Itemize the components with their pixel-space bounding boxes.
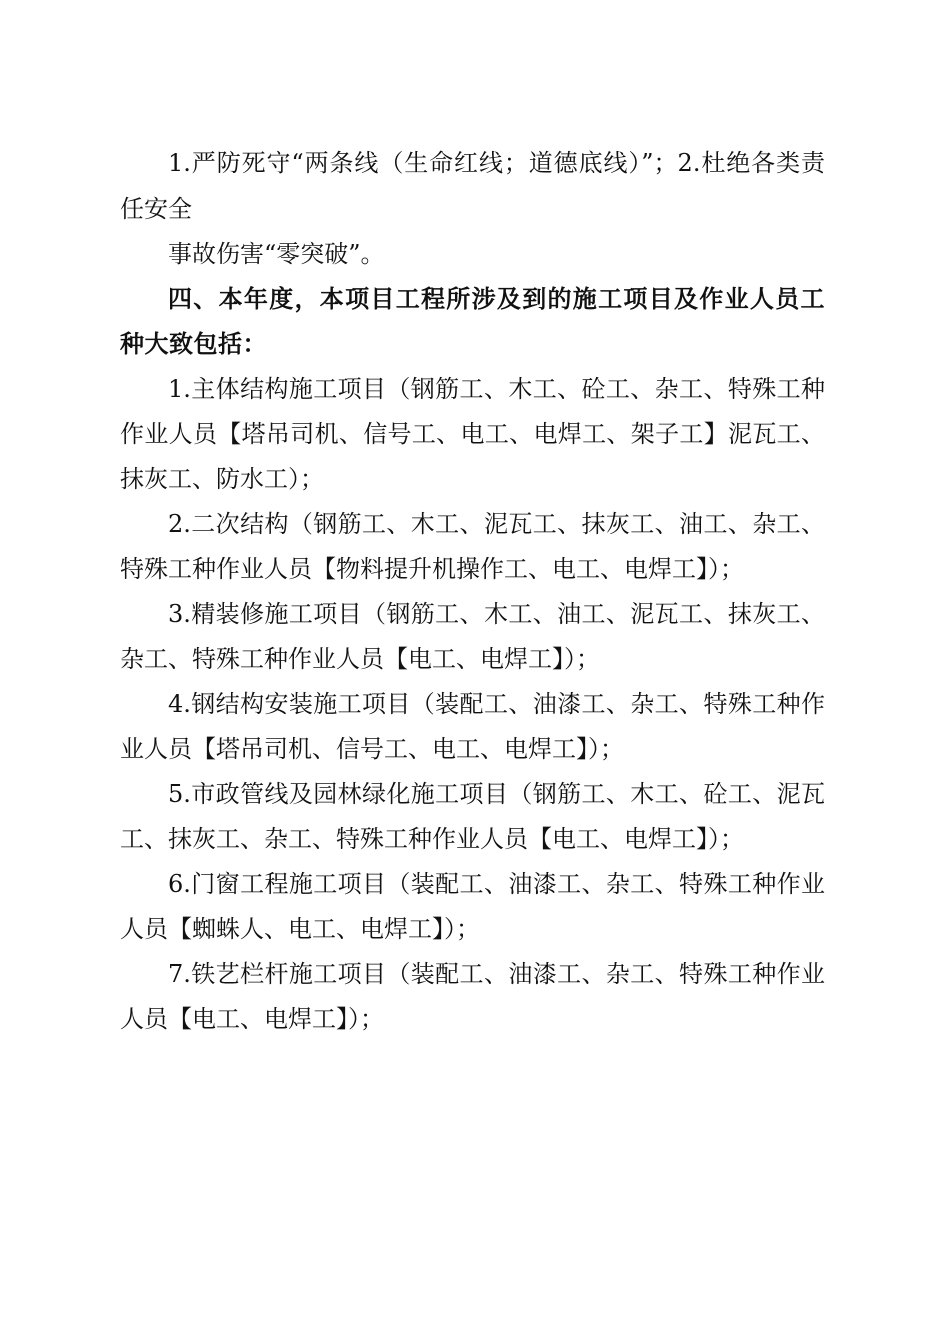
list-item-steel-structure: 4.钢结构安装施工项目（装配工、油漆工、杂工、特殊工种作业人员【塔吊司机、信号工、电工、电焊工】）； bbox=[120, 690, 825, 763]
paragraph-zero-breakthrough: 事故伤害“零突破”。 bbox=[168, 240, 385, 268]
section-heading-four: 四、本年度，本项目工程所涉及到的施工项目及作业人员工种大致包括： bbox=[120, 285, 825, 358]
list-item-main-structure: 1.主体结构施工项目（钢筋工、木工、砼工、杂工、特殊工种作业人员【塔吊司机、信号工、电工、电焊工、架子工】泥瓦工、抹灰工、防水工）； bbox=[120, 375, 825, 493]
list-item-municipal-landscaping: 5.市政管线及园林绿化施工项目（钢筋工、木工、砼工、泥瓦工、抹灰工、杂工、特殊工种作业人员【电工、电焊工】）； bbox=[120, 780, 825, 853]
paragraph-safety-lines: 1.严防死守“两条线（生命红线；道德底线）”；2.杜绝各类责任安全 bbox=[120, 149, 825, 223]
list-item-fine-decoration: 3.精装修施工项目（钢筋工、木工、油工、泥瓦工、抹灰工、杂工、特殊工种作业人员【电工、电焊工】）； bbox=[120, 600, 825, 673]
list-item-iron-railings: 7.铁艺栏杆施工项目（装配工、油漆工、杂工、特殊工种作业人员【电工、电焊工】）； bbox=[120, 960, 825, 1033]
list-item-doors-windows: 6.门窗工程施工项目（装配工、油漆工、杂工、特殊工种作业人员【蜘蛛人、电工、电焊工】）； bbox=[120, 870, 825, 943]
document-body bbox=[120, 140, 825, 1042]
list-item-secondary-structure: 2.二次结构（钢筋工、木工、泥瓦工、抹灰工、油工、杂工、特殊工种作业人员【物料提升机操作工、电工、电焊工】）； bbox=[120, 510, 825, 583]
